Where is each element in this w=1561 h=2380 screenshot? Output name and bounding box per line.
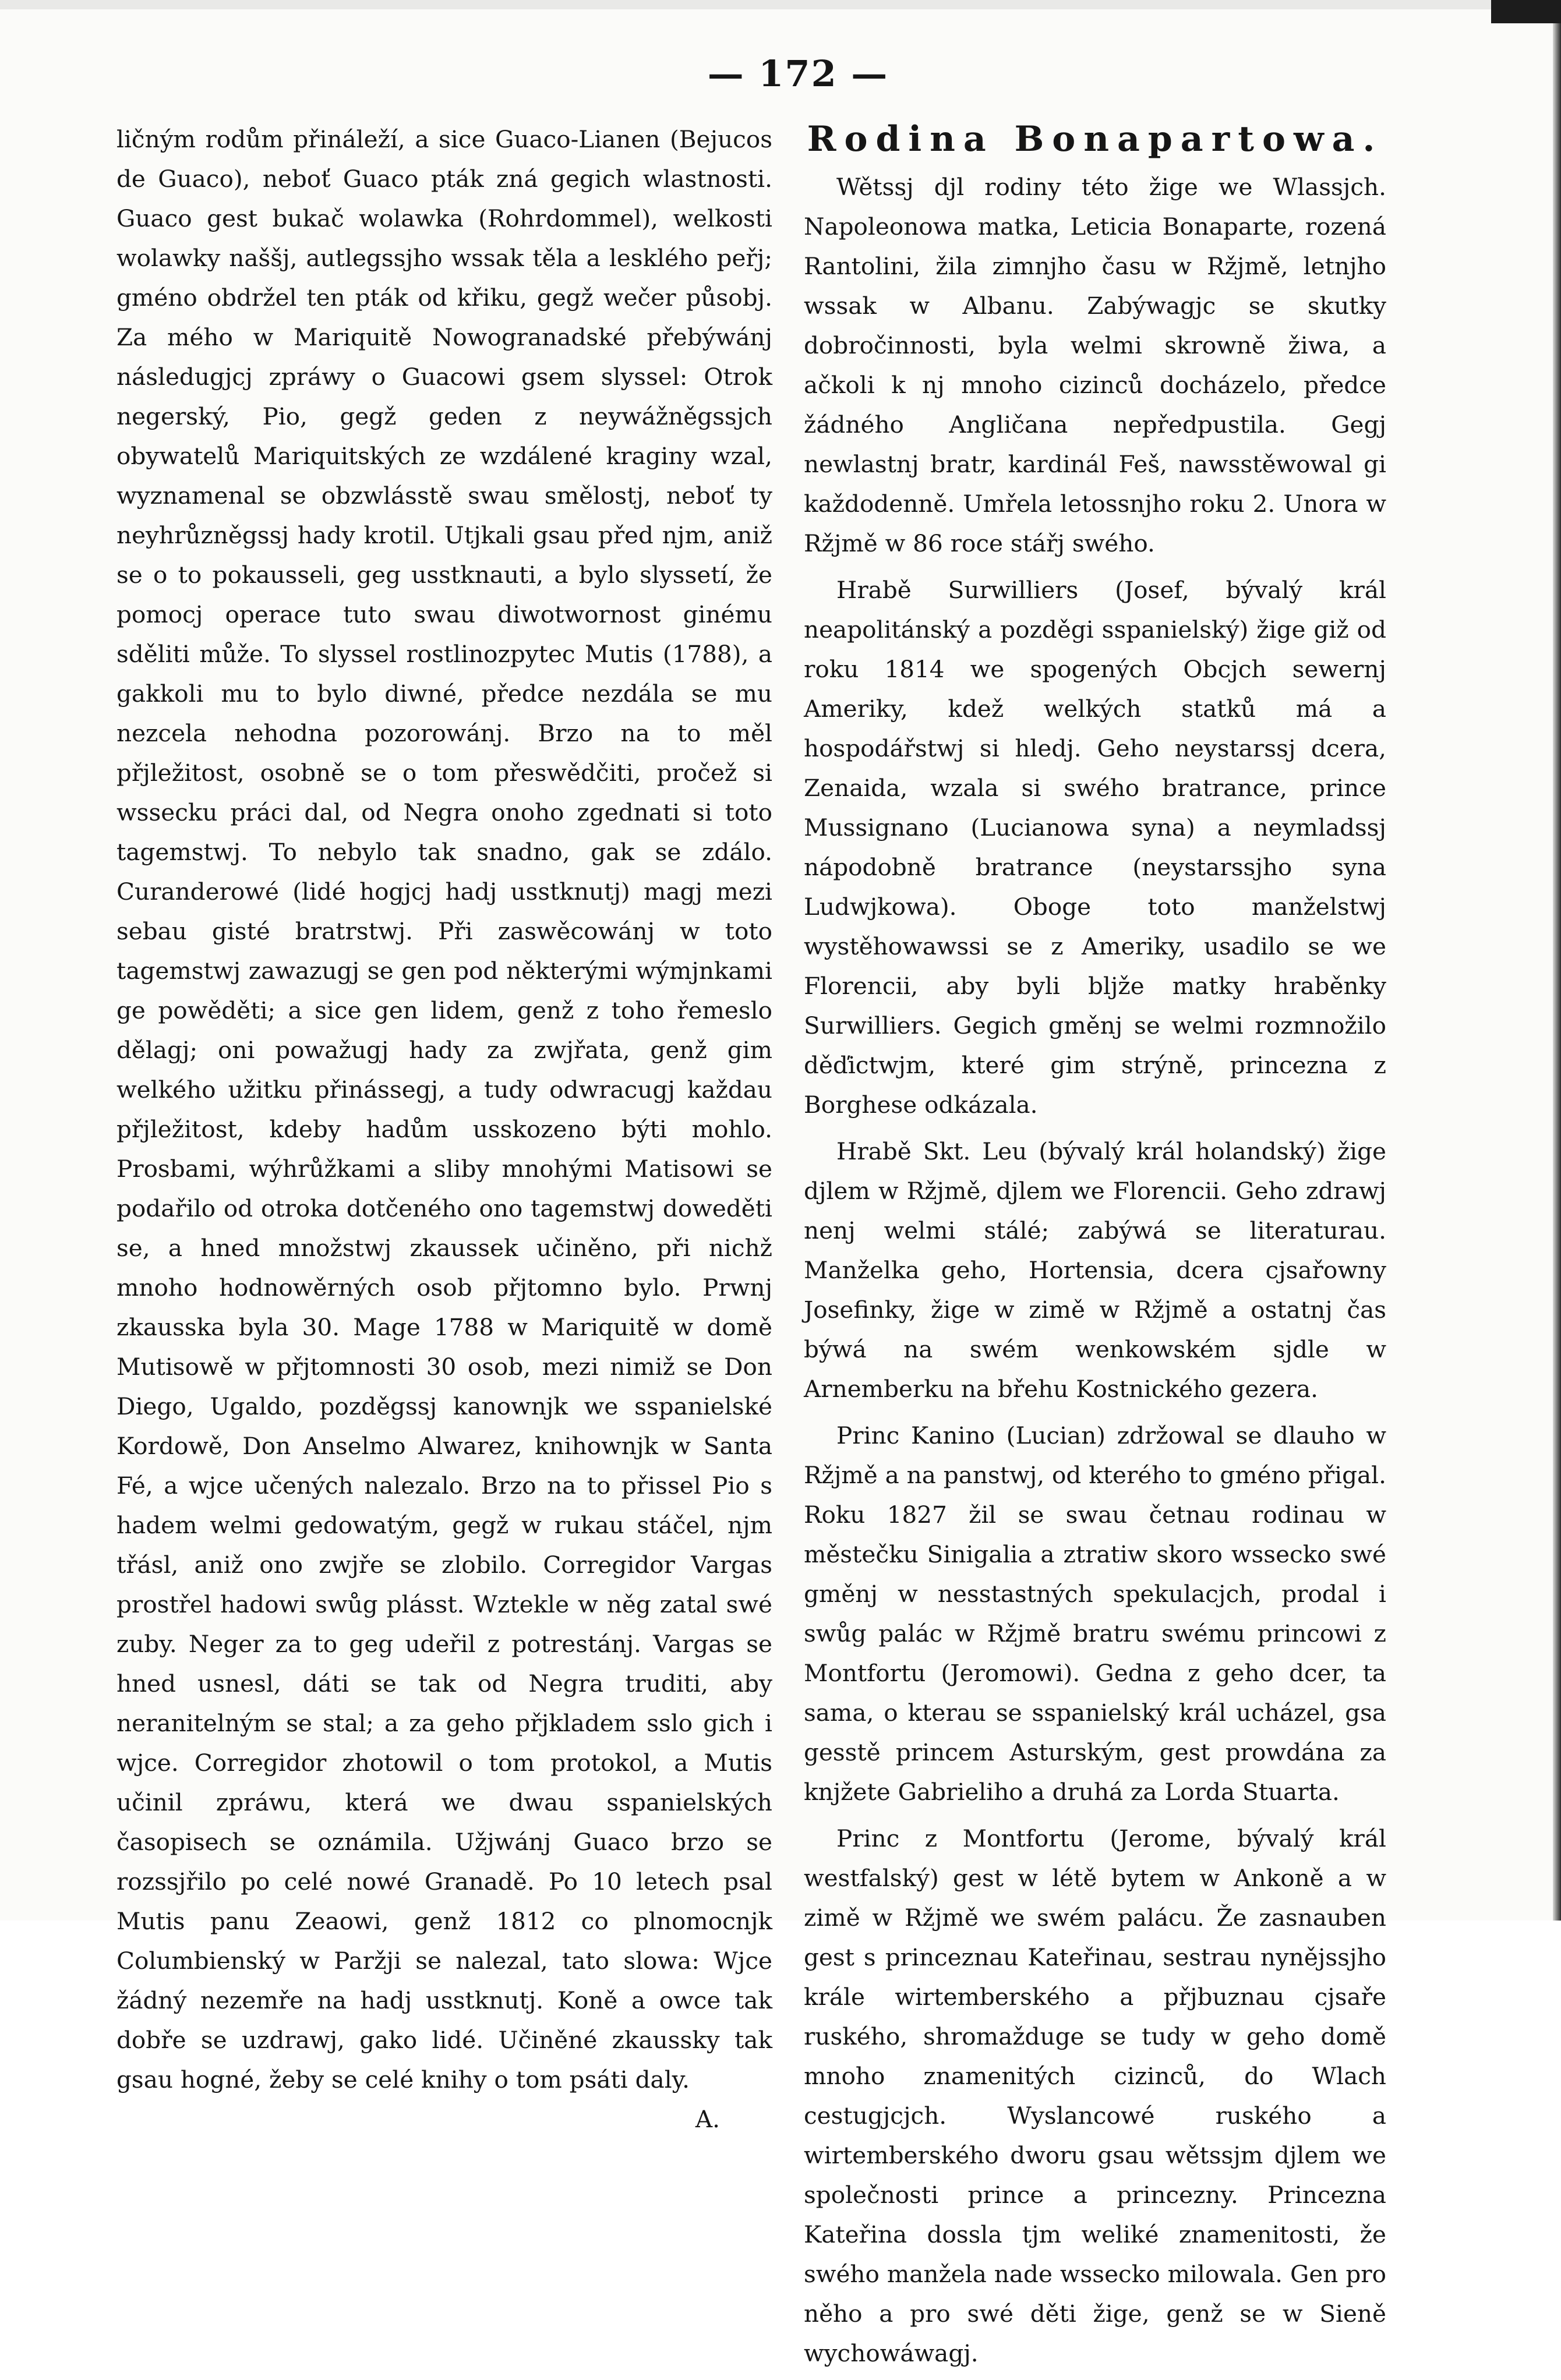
- author-signature: A.: [695, 2105, 720, 2133]
- article-title: Rodina Bonapartowa.: [807, 119, 1383, 160]
- scan-top-edge: [0, 0, 1561, 9]
- page-number: — 172 —: [707, 52, 889, 95]
- paragraph-surwilliers: Hrabě Surwilliers (Josef, bývalý král neapolitánský a pozděgi sspanielský) žige giž od roku 1814 we spogených Obcjch sewernj Ameriky, kdež welkých statků má a hospodářstwj si hledj. Geho neystarssj dcera, Zenaida, wzala si swého bratrance, prince Mussignano (Lucianowa syna) a neymladssj nápodobně bratrance (neystarssjho syna Ludwjkowa). Oboge toto manželstwj wystěhowawssi se z Ameriky, usadilo se we Florencii, aby byli bljže matky hraběnky Surwilliers. Gegich gměnj se welmi rozmnožilo děďictwjm, které gim strýně, princezna z Borghese odkázala.: [804, 576, 1386, 1119]
- paragraph-kanino: Princ Kanino (Lucian) zdržowal se dlauho w Ržjmě a na panstwj, od kterého to gméno přigal. Roku 1827 žil se swau četnau rodinau w městečku Sinigalia a ztratiw skoro wssecko swé gměnj w nesstastných spekulacjch, prodal i swůg palác w Ržjmě bratru swému princowi z Montfortu (Jeromowi). Gedna z geho dcer, ta sama, o kterau se sspanielský král ucházel, gsa gesstě princem Asturským, gest prowdána za knjžete Gabrieliho a druhá za Lorda Stuarta.: [804, 1421, 1386, 1806]
- paragraph-skt-leu: Hrabě Skt. Leu (bývalý král holandský) žige djlem w Ržjmě, djlem we Florencii. Geho zdrawj nenj welmi stálé; zabýwá se literaturau. Manželka geho, Hortensia, dcera cjsařowny Josefinky, žige w zimě w Ržjmě a ostatnj čas býwá na swém wenkowském sjdle w Arnemberku na břehu Kostnického gezera.: [804, 1137, 1386, 1403]
- left-column-text: ličným rodům přináleží, a sice Guaco-Lianen (Bejucos de Guaco), neboť Guaco pták zná gegich wlastnosti. Guaco gest bukač wolawka (Rohrdommel), welkosti wolawky naššj, autlegssjho wssak těla a lesklého peřj; gméno obdržel ten pták od křiku, gegž wečer působj. Za mého w Mariquitě Nowogranadské přebýwánj následugjcj zpráwy o Guacowi gsem slyssel: Otrok negerský, Pio, gegž geden z neywážněgssjch obywatelů Mariquitských ze wzdálené kraginy wzal, wyznamenal se obzwlásstě swau smělostj, neboť ty neyhrůzněgssj hady krotil. Utjkali gsau před njm, aniž se o to pokausseli, geg usstknauti, a bylo slyssetí, že pomocj operace tuto swau diwotwornost ginému sděliti může. To slyssel rostlinozpytec Mutis (1788), a gakkoli mu to bylo diwné, předce nezdála se mu nezcela nehodna pozorowánj. Brzo na to měl přjležitost, osobně se o tom přeswědčiti, pročež si wssecku práci dal, od Negra onoho zgednati si toto tagemstwj. To nebylo tak snadno, gak se zdálo. Curanderowé (lidé hogjcj hadj usstknutj) magj mezi sebau gisté bratrstwj. Při zaswěcowánj w toto tagemstwj zawazugj se gen pod některými wýmjnkami ge powěděti; a sice gen lidem, genž z toho řemeslo dělagj; oni powažugj hady za zwjřata, genž gim welkého užitku přinássegj, a tudy odwracugj každau přjležitost, kdeby hadům usskozeno býti mohlo. Prosbami, wýhrůžkami a sliby mnohými Matisowi se podařilo od otroka dotčeného ono tagemstwj doweděti se, a hned množstwj zkaussek učiněno, při nichž mnoho hodnowěrných osob přjtomno bylo. Prwnj zkausska byla 30. Mage 1788 w Mariquitě w domě Mutisowě w přjtomnosti 30 osob, mezi nimiž se Don Diego, Ugaldo, pozděgssj kanownjk we sspanielské Kordowě, Don Anselmo Alwarez, knihownjk w Santa Fé, a wjce učených nalezalo. Brzo na to přissel Pio s hadem welmi gedowatým, gegž w rukau stáčel, njm třásl, aniž ono zwjře se zlobilo. Corregidor Vargas prostřel hadowi swůg plásst. Wztekle w něg zatal swé zuby. Neger za to geg udeřil z potrestánj. Vargas se hned usnesl, dáti se tak od Negra truditi, aby neranitelným se stal; a za geho přjkladem sslo gich i wjce. Corregidor zhotowil o tom protokol, a Mutis učinil zpráwu, která we dwau sspanielských časopisech se oznámila. Užjwánj Guaco brzo se rozssjřilo po celé nowé Granadě. Po 10 letech psal Mutis panu Zeaowi, genž 1812 co plnomocnjk Columbienský w Paržji se nalezal, tato slowa: Wjce žádný nezemře na hadj usstknutj. Koně a owce tak dobře se uzdrawj, gako lidé. Učiněné zkaussky tak gsau hogné, žeby se celé knihy o tom psáti daly.: [116, 125, 772, 2093]
- paragraph-montfort: Princ z Montfortu (Jerome, bývalý král westfalský) gest w létě bytem w Ankoně a w zimě w Ržjmě we swém palácu. Že zasnauben gest s princeznau Kateřinau, sestrau nynějssjho krále wirtemberského a přjbuznau cjsaře ruského, shromažduge se tudy w geho domě mnoho znamenitých cizinců, do Wlach cestugjcjch. Wyslancowé ruského a wirtemberského dworu gsau wětssjm djlem we společnosti prince a princezny. Princezna Kateřina dossla tjm weliké znamenitosti, že swého manžela nade wssecko milowala. Gen pro něho a pro swé děti žige, genž se w Sieně wychowáwagj.: [804, 1824, 1386, 2367]
- left-column: [116, 119, 772, 2139]
- scan-right-edge: [1553, 0, 1561, 1921]
- right-column: [804, 119, 1386, 2380]
- scan-corner-shadow: [1491, 0, 1561, 23]
- paragraph-leticia: Wětssj djl rodiny této žige we Wlassjch. Napoleonowa matka, Leticia Bonaparte, rozená Rantolini, žila zimnjho času w Ržjmě, letnjho wssak w Albanu. Zabýwagjc se skutky dobročinnosti, byla welmi skrowně žiwa, a ačkoli k nj mnoho cizinců docházelo, předce žádného Angličana nepředpustila. Gegj newlastnj bratr, kardinál Feš, nawsstěwowal gi každodenně. Umřela letossnjho roku 2. Unora w Ržjmě w 86 roce stářj swého.: [804, 173, 1386, 557]
